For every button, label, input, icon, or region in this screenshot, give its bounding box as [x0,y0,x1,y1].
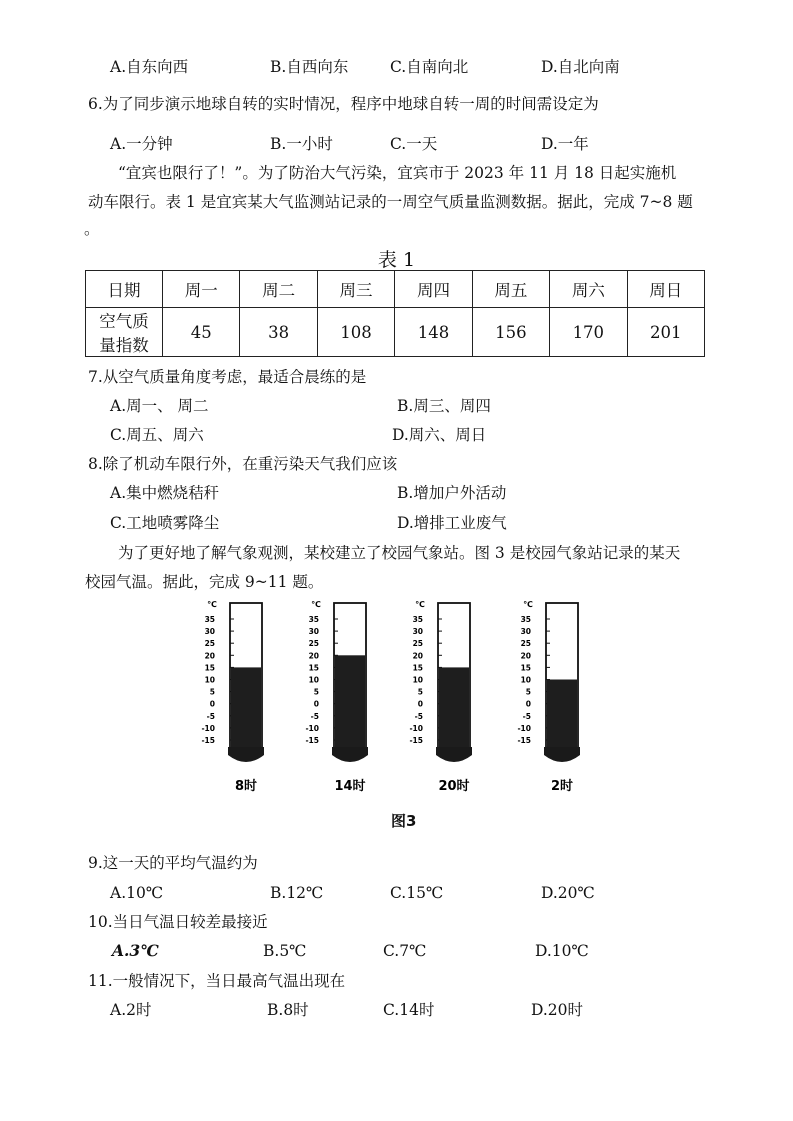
q6-option-b: B.一小时 [270,135,333,153]
table-header-cell: 周四 [395,271,472,308]
scale-tick-label: -10 [201,723,215,733]
q10-option-c: C.7℃ [383,942,427,960]
air-quality-table [85,270,705,357]
thermometer-bulb [544,747,580,762]
scale-tick-label: 15 [520,663,531,673]
q8-option-a: A.集中燃烧秸秆 [110,484,220,502]
q10-option-b: B.5℃ [263,942,307,960]
q8-stem: 8.除了机动车限行外，在重污染天气我们应该 [88,455,398,473]
table-row [86,308,705,357]
table-header-cell: 周六 [550,271,627,308]
liquid-column [439,667,469,757]
q7-stem: 7.从空气质量角度考虑，最适合晨练的是 [88,368,367,386]
row-label-line1: 空气质 [99,312,149,331]
q11-option-b: B.8时 [267,1001,309,1019]
scale-tick-label: 30 [308,627,319,637]
scale-tick-label: 25 [308,639,319,649]
unit-label: ℃ [207,600,217,609]
unit-label: ℃ [415,600,425,609]
thermometer [400,597,510,802]
table-cell: 45 [163,308,240,357]
scale-tick-label: -15 [305,736,319,745]
scale-tick-label: 20 [308,651,319,661]
table-header-cell: 周二 [240,271,317,308]
passage2-line1: 为了更好地了解气象观测，某校建立了校园气象站。图 3 是校园气象站记录的某天 [118,544,681,562]
scale-tick-label: -15 [409,736,423,745]
time-label: 14时 [334,779,366,794]
thermometer-bulb [228,747,264,762]
q6-option-d: D.一年 [541,135,589,153]
q10-stem: 10.当日气温日较差最接近 [88,913,268,931]
scale-tick-label: 35 [412,615,423,624]
q5-option-d: D.自北向南 [541,58,620,76]
q5-option-b: B.自西向东 [270,58,349,76]
thermometer [192,597,302,802]
scale-tick-label: 5 [417,687,423,697]
q7-option-d: D.周六、周日 [392,426,487,444]
scale-tick-label: 5 [209,687,215,697]
table-cell: 148 [395,308,472,357]
q7-option-a: A.周一、 周二 [110,397,209,415]
passage2-line2: 校园气温。据此，完成 9~11 题。 [85,573,324,591]
q11-stem: 11.一般情况下，当日最高气温出现在 [88,972,346,990]
q9-option-c: C.15℃ [390,884,444,902]
time-label: 8时 [234,779,258,794]
time-label: 20时 [438,779,470,794]
q11-option-c: C.14时 [383,1001,435,1019]
scale-tick-label: 15 [412,663,423,673]
q8-option-d: D.增排工业废气 [397,514,507,532]
scale-tick-label: 20 [204,651,215,661]
row-label-line2: 量指数 [99,336,149,355]
table-cell: 170 [550,308,627,357]
table1-caption: 表 1 [377,249,416,271]
scale-tick-label: 15 [204,663,215,673]
table-header-cell: 周一 [163,271,240,308]
q9-option-a: A.10℃ [110,884,164,902]
scale-tick-label: 0 [417,699,423,709]
table-header-cell: 周五 [472,271,549,308]
thermometer-bulb [332,747,368,762]
scale-tick-label: -10 [305,723,319,733]
scale-tick-label: -5 [310,711,319,721]
thermometer [296,597,406,802]
table-cell: 201 [627,308,704,357]
q7-option-c: C.周五、周六 [110,426,204,444]
q8-option-b: B.增加户外活动 [397,484,507,502]
scale-tick-label: 0 [313,699,319,709]
passage1-line2: 动车限行。表 1 是宜宾某大气监测站记录的一周空气质量监测数据。据此，完成 7~8 题 [88,193,693,211]
thermometer [508,597,618,802]
figure3-caption: 图3 [391,812,417,830]
scale-tick-label: 5 [525,687,531,697]
table-cell: 156 [472,308,549,357]
liquid-column [231,667,261,757]
scale-tick-label: -10 [409,723,423,733]
table-cell: 38 [240,308,317,357]
scale-tick-label: -15 [201,736,215,745]
scale-tick-label: 35 [204,615,215,624]
scale-tick-label: 30 [520,627,531,637]
scale-tick-label: 10 [204,675,215,685]
scale-tick-label: 25 [412,639,423,649]
table-cell: 108 [317,308,394,357]
scale-tick-label: 20 [520,651,531,661]
q5-option-a: A.自东向西 [110,58,189,76]
passage1-line3: 。 [84,220,100,238]
q6-option-c: C.一天 [390,135,438,153]
passage1-line1: “宜宾也限行了！”。为了防治大气污染，宜宾市于 2023 年 11 月 18 日起实施机 [118,164,677,182]
scale-tick-label: -5 [206,711,215,721]
q9-option-b: B.12℃ [270,884,324,902]
scale-tick-label: 35 [308,615,319,624]
scale-tick-label: -15 [517,736,531,745]
scale-tick-label: 20 [412,651,423,661]
scale-tick-label: -5 [414,711,423,721]
scale-tick-label: 0 [209,699,215,709]
q7-option-b: B.周三、周四 [397,397,491,415]
unit-label: ℃ [311,600,321,609]
q10-option-a: A.3℃ [112,941,159,960]
q6-option-a: A.一分钟 [110,135,173,153]
scale-tick-label: 5 [313,687,319,697]
q11-option-d: D.20时 [531,1001,584,1019]
table-header-cell: 周三 [317,271,394,308]
scale-tick-label: 25 [520,639,531,649]
liquid-column [335,655,365,757]
liquid-column [547,680,577,758]
scale-tick-label: 10 [520,675,531,685]
scale-tick-label: 15 [308,663,319,673]
scale-tick-label: 0 [525,699,531,709]
table-header-row [86,271,705,308]
q9-option-d: D.20℃ [541,884,595,902]
scale-tick-label: 35 [520,615,531,624]
scale-tick-label: -5 [522,711,531,721]
q6-stem: 6.为了同步演示地球自转的实时情况，程序中地球自转一周的时间需设定为 [88,95,599,113]
q10-option-d: D.10℃ [535,942,589,960]
scale-tick-label: 10 [308,675,319,685]
scale-tick-label: 10 [412,675,423,685]
q11-option-a: A.2时 [110,1001,152,1019]
time-label: 2时 [550,779,574,794]
table-row-label [86,308,163,357]
scale-tick-label: 25 [204,639,215,649]
thermometer-bulb [436,747,472,762]
q8-option-c: C.工地喷雾降尘 [110,514,220,532]
scale-tick-label: 30 [204,627,215,637]
scale-tick-label: -10 [517,723,531,733]
table-header-cell: 日期 [86,271,163,308]
unit-label: ℃ [523,600,533,609]
q9-stem: 9.这一天的平均气温约为 [88,854,258,872]
q5-option-c: C.自南向北 [390,58,469,76]
scale-tick-label: 30 [412,627,423,637]
table-header-cell: 周日 [627,271,704,308]
